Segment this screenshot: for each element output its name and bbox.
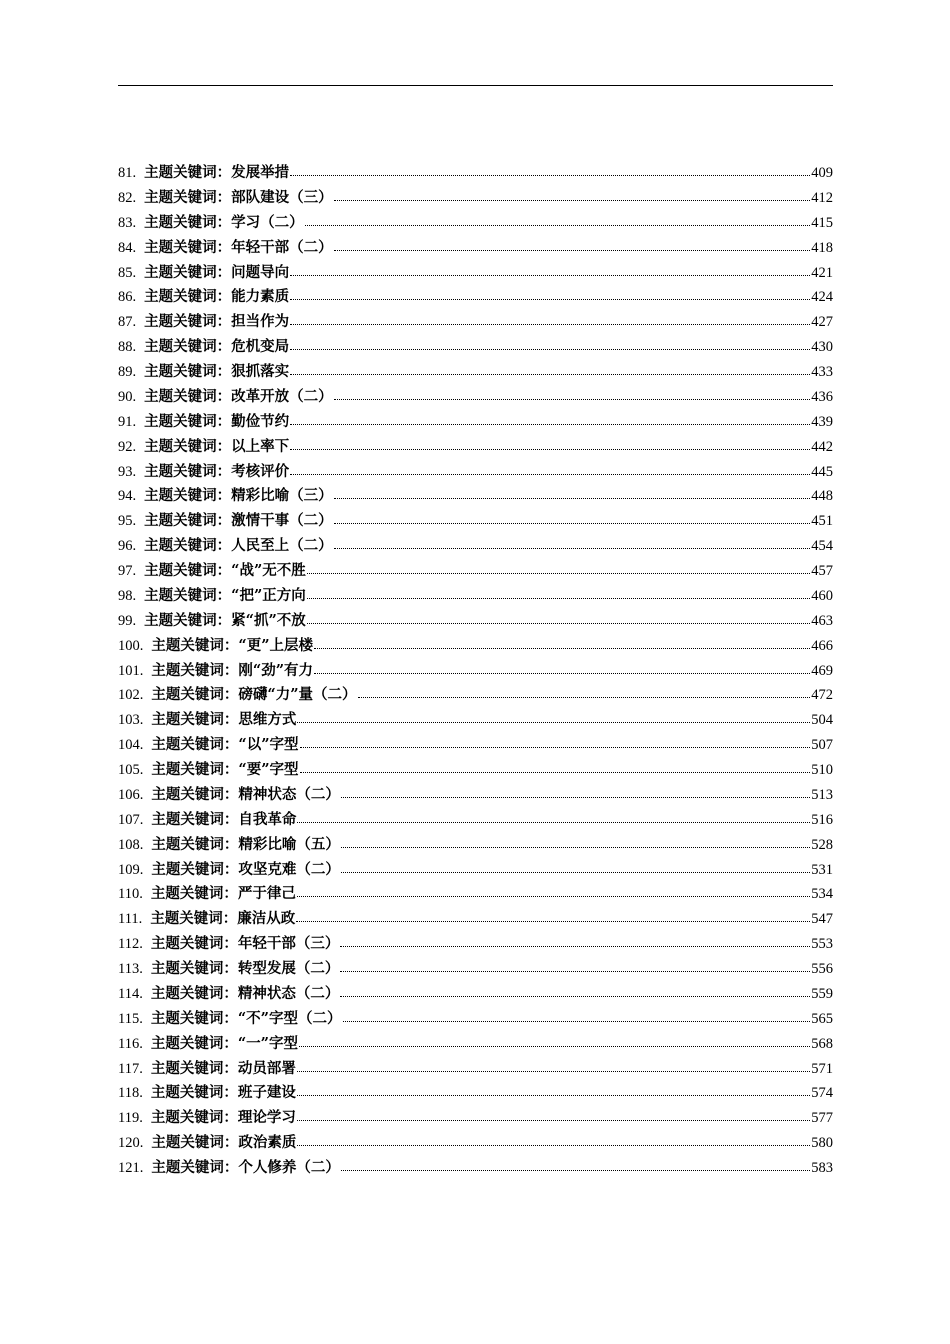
- toc-entry[interactable]: [118, 360, 833, 385]
- toc-entry-page-number[interactable]: 565: [811, 1010, 833, 1027]
- table-of-contents: [118, 161, 833, 1181]
- toc-entry[interactable]: [118, 783, 833, 808]
- toc-entry[interactable]: [118, 161, 833, 186]
- toc-entry[interactable]: [118, 236, 833, 261]
- toc-entry-number: 111.: [118, 911, 143, 928]
- toc-dot-leader: [334, 498, 811, 499]
- toc-entry-title[interactable]: 主题关键词：“战”无不胜: [144, 562, 306, 579]
- toc-entry-title[interactable]: 主题关键词：“不”字型（二）: [150, 1009, 342, 1027]
- toc-entry-number: 95.: [118, 513, 137, 530]
- toc-entry-page-number[interactable]: 559: [811, 985, 833, 1002]
- toc-entry-title[interactable]: 主题关键词：班子建设: [150, 1084, 296, 1102]
- toc-dot-leader: [307, 573, 810, 574]
- toc-entry-number: 117.: [118, 1060, 143, 1077]
- toc-entry[interactable]: [118, 410, 833, 435]
- toc-entry[interactable]: [118, 982, 833, 1007]
- toc-entry-page-number[interactable]: 507: [811, 737, 833, 754]
- toc-dot-leader: [290, 175, 810, 176]
- toc-entry[interactable]: [118, 559, 833, 584]
- toc-entry-number: 106.: [118, 786, 144, 803]
- toc-entry-number: 105.: [118, 762, 144, 778]
- toc-entry-page-number[interactable]: 466: [811, 637, 833, 654]
- toc-entry-title[interactable]: 主题关键词：改革开放（二）: [144, 387, 333, 405]
- toc-dot-leader: [297, 1120, 810, 1121]
- toc-entry-page-number[interactable]: 583: [811, 1160, 833, 1176]
- toc-entry[interactable]: [118, 186, 833, 211]
- toc-entry-title[interactable]: 主题关键词：磅礴“力”量（二）: [151, 686, 357, 704]
- toc-entry-title[interactable]: 主题关键词：精神状态（二）: [150, 984, 340, 1002]
- toc-entry-page-number[interactable]: 469: [811, 662, 833, 679]
- toc-entry-title[interactable]: 主题关键词：廉洁从政: [150, 910, 296, 928]
- toc-entry[interactable]: [118, 659, 833, 684]
- toc-dot-leader: [334, 523, 811, 524]
- toc-dot-leader: [314, 673, 810, 674]
- toc-entry-page-number[interactable]: 409: [811, 165, 833, 181]
- toc-entry[interactable]: [118, 509, 833, 534]
- toc-entry-page-number[interactable]: 454: [811, 538, 833, 555]
- toc-dot-leader: [297, 722, 810, 723]
- toc-entry-number: 104.: [118, 737, 144, 754]
- toc-dot-leader: [297, 896, 810, 897]
- toc-entry-page-number[interactable]: 436: [811, 388, 833, 405]
- toc-entry-number: 110.: [118, 886, 143, 903]
- toc-entry-number: 108.: [118, 836, 144, 853]
- toc-entry-page-number[interactable]: 574: [811, 1085, 833, 1102]
- toc-entry-page-number[interactable]: 577: [811, 1110, 833, 1127]
- toc-entry-page-number[interactable]: 571: [811, 1060, 833, 1077]
- toc-entry-number: 81.: [118, 165, 137, 181]
- toc-entry-number: 97.: [118, 563, 137, 579]
- toc-entry[interactable]: [118, 758, 833, 783]
- toc-entry-number: 115.: [118, 1010, 143, 1027]
- toc-entry-number: 88.: [118, 339, 137, 356]
- toc-entry-title[interactable]: 主题关键词：以上率下: [144, 437, 290, 455]
- toc-entry-page-number[interactable]: 439: [811, 413, 833, 430]
- toc-entry-title[interactable]: 主题关键词：“一”字型: [150, 1034, 299, 1052]
- toc-entry-title[interactable]: 主题关键词：转型发展（二）: [150, 960, 340, 977]
- toc-dot-leader: [290, 449, 810, 450]
- toc-entry-title[interactable]: 主题关键词：年轻干部（二）: [144, 238, 333, 256]
- toc-entry-title[interactable]: 主题关键词：刚“劲”有力: [151, 661, 314, 679]
- toc-entry-page-number[interactable]: 424: [811, 289, 833, 306]
- toc-entry[interactable]: [118, 484, 833, 509]
- toc-entry[interactable]: [118, 285, 833, 310]
- toc-entry[interactable]: [118, 833, 833, 858]
- toc-entry-title[interactable]: 主题关键词：“要”字型: [151, 761, 299, 778]
- toc-entry[interactable]: [118, 1131, 833, 1156]
- toc-dot-leader: [307, 623, 810, 624]
- toc-entry-page-number[interactable]: 534: [811, 886, 833, 903]
- toc-dot-leader: [305, 225, 811, 226]
- toc-entry-page-number[interactable]: 580: [811, 1135, 833, 1152]
- toc-entry-title[interactable]: 主题关键词：狠抓落实: [144, 363, 290, 380]
- toc-entry-number: 93.: [118, 463, 137, 480]
- toc-entry-number: 118.: [118, 1085, 143, 1102]
- toc-dot-leader: [334, 250, 811, 251]
- toc-entry-number: 90.: [118, 388, 137, 405]
- toc-entry-number: 85.: [118, 264, 137, 281]
- toc-dot-leader: [300, 747, 811, 748]
- toc-entry-title[interactable]: 主题关键词：“更”上层楼: [151, 636, 314, 654]
- toc-entry-page-number[interactable]: 433: [811, 364, 833, 380]
- toc-entry-page-number[interactable]: 547: [811, 911, 833, 928]
- toc-entry-page-number[interactable]: 568: [811, 1035, 833, 1052]
- toc-entry-page-number[interactable]: 457: [811, 563, 833, 579]
- toc-entry-title[interactable]: 主题关键词：紧“抓”不放: [144, 611, 306, 629]
- toc-dot-leader: [334, 399, 811, 400]
- toc-dot-leader: [358, 697, 811, 698]
- toc-dot-leader: [290, 275, 810, 276]
- toc-entry-page-number[interactable]: 531: [811, 861, 833, 878]
- toc-entry[interactable]: [118, 460, 833, 485]
- toc-dot-leader: [340, 971, 810, 972]
- toc-entry-title[interactable]: 主题关键词：考核评价: [144, 462, 290, 480]
- toc-entry-number: 101.: [118, 662, 144, 679]
- toc-dot-leader: [341, 1170, 810, 1171]
- toc-entry-number: 83.: [118, 214, 137, 231]
- toc-entry-title[interactable]: 主题关键词：担当作为: [144, 313, 290, 331]
- toc-entry-number: 103.: [118, 712, 144, 729]
- toc-entry-title[interactable]: 主题关键词：动员部署: [150, 1059, 296, 1077]
- toc-entry-number: 107.: [118, 811, 144, 828]
- toc-dot-leader: [334, 548, 811, 549]
- toc-entry-page-number[interactable]: 472: [811, 687, 833, 704]
- toc-entry-title[interactable]: 主题关键词：激情干事（二）: [144, 512, 333, 530]
- toc-entry[interactable]: [118, 1007, 833, 1032]
- toc-entry-page-number[interactable]: 513: [811, 786, 833, 803]
- toc-dot-leader: [290, 474, 810, 475]
- toc-entry[interactable]: [118, 1156, 833, 1181]
- toc-entry-title[interactable]: 主题关键词：“以”字型: [151, 736, 299, 754]
- toc-entry-title[interactable]: 主题关键词：部队建设（三）: [144, 188, 333, 206]
- toc-entry-page-number[interactable]: 412: [811, 189, 833, 206]
- toc-entry-page-number[interactable]: 516: [811, 811, 833, 828]
- toc-entry-page-number[interactable]: 418: [811, 239, 833, 256]
- toc-entry-number: 94.: [118, 488, 137, 505]
- toc-dot-leader: [297, 822, 810, 823]
- header-rule: [118, 85, 833, 86]
- toc-dot-leader: [341, 797, 810, 798]
- toc-entry-title[interactable]: 主题关键词：精彩比喻（五）: [151, 835, 340, 853]
- toc-entry-page-number[interactable]: 556: [811, 961, 833, 977]
- toc-entry-page-number[interactable]: 460: [811, 587, 833, 604]
- toc-entry-number: 84.: [118, 239, 137, 256]
- toc-dot-leader: [290, 424, 810, 425]
- toc-dot-leader: [300, 772, 811, 773]
- toc-entry-title[interactable]: 主题关键词：勤俭节约: [144, 412, 290, 430]
- toc-entry-number: 102.: [118, 687, 144, 704]
- toc-entry-page-number[interactable]: 528: [811, 836, 833, 853]
- toc-dot-leader: [290, 324, 810, 325]
- toc-dot-leader: [290, 349, 810, 350]
- toc-entry-number: 116.: [118, 1035, 143, 1052]
- toc-entry-title[interactable]: 主题关键词：政治素质: [151, 1134, 297, 1152]
- toc-entry-title[interactable]: 主题关键词：精神状态（二）: [151, 785, 340, 803]
- toc-entry[interactable]: [118, 882, 833, 907]
- toc-entry[interactable]: [118, 1057, 833, 1082]
- toc-dot-leader: [334, 200, 811, 201]
- toc-entry-page-number[interactable]: 445: [811, 463, 833, 480]
- toc-entry[interactable]: [118, 435, 833, 460]
- toc-entry-page-number[interactable]: 504: [811, 712, 833, 729]
- toc-dot-leader: [297, 1071, 810, 1072]
- toc-entry[interactable]: [118, 957, 833, 982]
- toc-dot-leader: [343, 1021, 811, 1022]
- toc-entry[interactable]: [118, 310, 833, 335]
- toc-entry-title[interactable]: 主题关键词：发展举措: [144, 164, 290, 181]
- toc-entry[interactable]: [118, 733, 833, 758]
- toc-entry-page-number[interactable]: 448: [811, 488, 833, 505]
- toc-entry-number: 121.: [118, 1160, 144, 1176]
- toc-dot-leader: [307, 598, 810, 599]
- toc-dot-leader: [340, 996, 810, 997]
- toc-entry-number: 92.: [118, 438, 137, 455]
- toc-entry-title[interactable]: 主题关键词：自我革命: [151, 810, 297, 828]
- toc-entry[interactable]: [118, 534, 833, 559]
- toc-dot-leader: [297, 1095, 810, 1096]
- toc-entry-number: 109.: [118, 861, 144, 878]
- toc-entry[interactable]: [118, 634, 833, 659]
- toc-entry[interactable]: [118, 858, 833, 883]
- toc-entry[interactable]: [118, 335, 833, 360]
- toc-entry-title[interactable]: 主题关键词：危机变局: [144, 338, 290, 356]
- toc-entry-page-number[interactable]: 451: [811, 513, 833, 530]
- toc-entry-number: 98.: [118, 587, 137, 604]
- toc-dot-leader: [299, 1046, 810, 1047]
- toc-entry-number: 91.: [118, 413, 137, 430]
- toc-dot-leader: [297, 1145, 810, 1146]
- toc-entry[interactable]: [118, 907, 833, 932]
- toc-entry-title[interactable]: 主题关键词：“把”正方向: [144, 586, 306, 604]
- toc-dot-leader: [290, 374, 810, 375]
- toc-entry-number: 113.: [118, 961, 143, 977]
- toc-dot-leader: [341, 872, 810, 873]
- toc-entry-page-number[interactable]: 553: [811, 936, 833, 953]
- toc-entry-title[interactable]: 主题关键词：问题导向: [144, 263, 290, 281]
- toc-dot-leader: [296, 921, 810, 922]
- toc-entry[interactable]: [118, 1081, 833, 1106]
- toc-entry-page-number[interactable]: 442: [811, 438, 833, 455]
- toc-entry-title[interactable]: 主题关键词：精彩比喻（三）: [144, 487, 333, 505]
- toc-entry-title[interactable]: 主题关键词：学习（二）: [144, 213, 304, 231]
- toc-entry-title[interactable]: 主题关键词：个人修养（二）: [151, 1159, 340, 1176]
- toc-entry-number: 119.: [118, 1110, 143, 1127]
- toc-entry-page-number[interactable]: 421: [811, 264, 833, 281]
- toc-entry-title[interactable]: 主题关键词：人民至上（二）: [144, 537, 333, 555]
- toc-entry[interactable]: [118, 609, 833, 634]
- toc-entry[interactable]: [118, 808, 833, 833]
- toc-entry-number: 86.: [118, 289, 137, 306]
- toc-entry[interactable]: [118, 1032, 833, 1057]
- toc-entry-title[interactable]: 主题关键词：攻坚克难（二）: [151, 860, 340, 878]
- toc-entry-title[interactable]: 主题关键词：能力素质: [144, 288, 290, 306]
- toc-entry-title[interactable]: 主题关键词：理论学习: [150, 1109, 296, 1127]
- toc-entry-number: 100.: [118, 637, 144, 654]
- toc-entry-number: 99.: [118, 612, 137, 629]
- toc-entry[interactable]: [118, 211, 833, 236]
- toc-entry-number: 96.: [118, 538, 137, 555]
- toc-entry-number: 120.: [118, 1135, 144, 1152]
- toc-entry-page-number[interactable]: 510: [811, 762, 833, 778]
- toc-entry[interactable]: [118, 1106, 833, 1131]
- toc-entry-number: 112.: [118, 936, 143, 953]
- toc-entry-number: 89.: [118, 364, 137, 380]
- toc-dot-leader: [314, 648, 810, 649]
- toc-entry-page-number[interactable]: 430: [811, 339, 833, 356]
- toc-entry[interactable]: [118, 708, 833, 733]
- toc-entry-title[interactable]: 主题关键词：年轻干部（三）: [150, 935, 340, 953]
- toc-entry-number: 114.: [118, 985, 143, 1002]
- toc-entry-title[interactable]: 主题关键词：思维方式: [151, 711, 297, 729]
- toc-dot-leader: [340, 946, 810, 947]
- toc-entry[interactable]: [118, 683, 833, 708]
- toc-entry-page-number[interactable]: 463: [811, 612, 833, 629]
- toc-dot-leader: [341, 847, 810, 848]
- toc-entry-page-number[interactable]: 427: [811, 314, 833, 331]
- toc-entry-number: 82.: [118, 189, 137, 206]
- toc-entry[interactable]: [118, 932, 833, 957]
- toc-entry[interactable]: [118, 385, 833, 410]
- toc-entry-number: 87.: [118, 314, 137, 331]
- toc-entry[interactable]: [118, 584, 833, 609]
- toc-entry-title[interactable]: 主题关键词：严于律己: [150, 885, 296, 903]
- toc-entry-page-number[interactable]: 415: [811, 214, 833, 231]
- toc-entry[interactable]: [118, 261, 833, 286]
- toc-dot-leader: [290, 299, 810, 300]
